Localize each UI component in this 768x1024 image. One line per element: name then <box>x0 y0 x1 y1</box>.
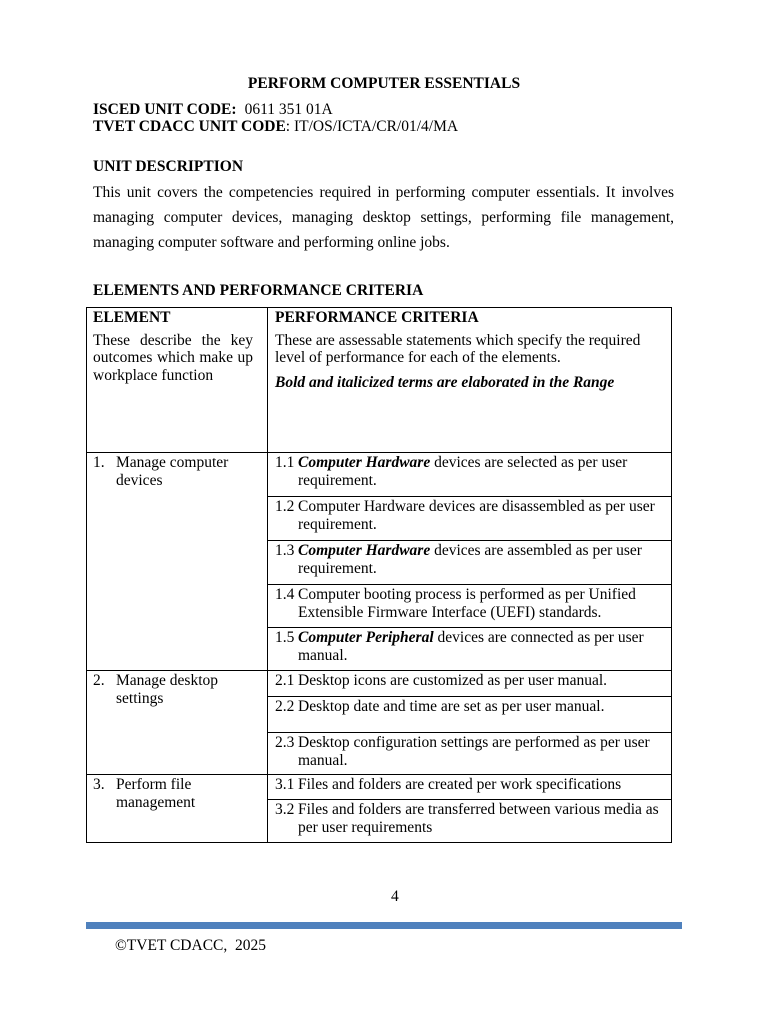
criterion-text: Files and folders are transferred between various media as per user requirements <box>298 801 659 836</box>
criteria-header: PERFORMANCE CRITERIA <box>275 309 479 326</box>
criterion-text <box>298 629 665 664</box>
criterion-cell <box>268 497 672 541</box>
page-number: 4 <box>391 888 399 905</box>
criterion-cell <box>268 733 672 775</box>
criterion-term: Computer Hardware <box>298 542 431 559</box>
performance-criteria-table <box>86 307 672 843</box>
criteria-header-cell <box>268 308 672 453</box>
criterion-number: 1.3 <box>275 542 295 559</box>
elements-criteria-heading: ELEMENTS AND PERFORMANCE CRITERIA <box>93 282 424 299</box>
isced-code: 0611 351 01A <box>244 101 333 118</box>
isced-unit-code-line <box>93 101 333 119</box>
criterion-cell <box>268 541 672 585</box>
criterion-cell <box>268 800 672 843</box>
criterion-cell <box>268 453 672 497</box>
criterion-number: 1.5 <box>275 629 295 646</box>
element-name: Perform file management <box>116 776 196 811</box>
element-cell <box>87 775 268 843</box>
unit-description-heading: UNIT DESCRIPTION <box>93 158 244 175</box>
criterion-cell <box>268 697 672 733</box>
element-name: Manage desktop settings <box>116 672 219 707</box>
footer-copyright: ©TVET CDACC, 2025 <box>115 937 266 954</box>
element-header: ELEMENT <box>93 309 171 326</box>
criterion-number: 3.1 <box>275 776 295 793</box>
element-number: 1. <box>93 454 105 471</box>
tvet-code: : IT/OS/ICTA/CR/01/4/MA <box>285 118 459 135</box>
criterion-number: 2.2 <box>275 698 295 715</box>
criterion-number: 1.4 <box>275 586 295 603</box>
criterion-cell <box>268 585 672 628</box>
criterion-text: Computer booting process is performed as per Unified Extensible Firmware Interface (UEFI) standards. <box>298 586 636 621</box>
range-note: Bold and italicized terms are elaborated in the Range <box>275 373 615 391</box>
criterion-text: Computer Hardware devices are disassembled as per user requirement. <box>298 498 655 533</box>
criterion-number: 3.2 <box>275 801 295 818</box>
criterion-text: Desktop date and time are set as per user manual. <box>298 698 605 715</box>
footer-rule <box>86 922 682 929</box>
element-cell <box>87 671 268 775</box>
element-header-description: These describe the key outcomes which make up workplace function <box>93 331 253 384</box>
criterion-text: Desktop icons are customized as per user manual. <box>298 672 608 689</box>
criterion-text: Desktop configuration settings are performed as per user manual. <box>298 734 650 769</box>
isced-label: ISCED UNIT CODE: <box>93 101 237 118</box>
tvet-unit-code-line <box>93 118 458 136</box>
criterion-number: 2.3 <box>275 734 295 751</box>
criterion-number: 1.1 <box>275 454 295 471</box>
element-name: Manage computer devices <box>116 454 229 489</box>
criterion-text <box>298 542 665 577</box>
unit-description-text: This unit covers the competencies required in performing computer essentials. It involves managing computer devices, managing desktop settings, performing file management, managing computer software and performing online jobs. <box>93 184 674 251</box>
criterion-number: 1.2 <box>275 498 295 515</box>
unit-title: PERFORM COMPUTER ESSENTIALS <box>247 75 521 92</box>
element-number: 3. <box>93 776 105 793</box>
element-cell <box>87 453 268 671</box>
criterion-statement: devices are assembled as per user requirement. <box>298 542 642 577</box>
criterion-cell <box>268 628 672 671</box>
criterion-statement: devices are connected as per user manual. <box>298 629 644 664</box>
criterion-term: Computer Hardware <box>298 454 431 471</box>
criterion-text <box>298 454 665 489</box>
criterion-term: Computer Peripheral <box>298 629 434 646</box>
criteria-header-description: These are assessable statements which specify the required level of performance for each of the elements. <box>275 331 641 366</box>
criterion-cell <box>268 671 672 697</box>
criterion-number: 2.1 <box>275 672 295 689</box>
criterion-cell <box>268 775 672 800</box>
element-header-cell <box>87 308 268 453</box>
tvet-label: TVET CDACC UNIT CODE <box>93 118 286 135</box>
criterion-text: Files and folders are created per work specifications <box>298 776 622 793</box>
element-number: 2. <box>93 672 105 689</box>
criterion-statement: devices are selected as per user requirement. <box>298 454 628 489</box>
